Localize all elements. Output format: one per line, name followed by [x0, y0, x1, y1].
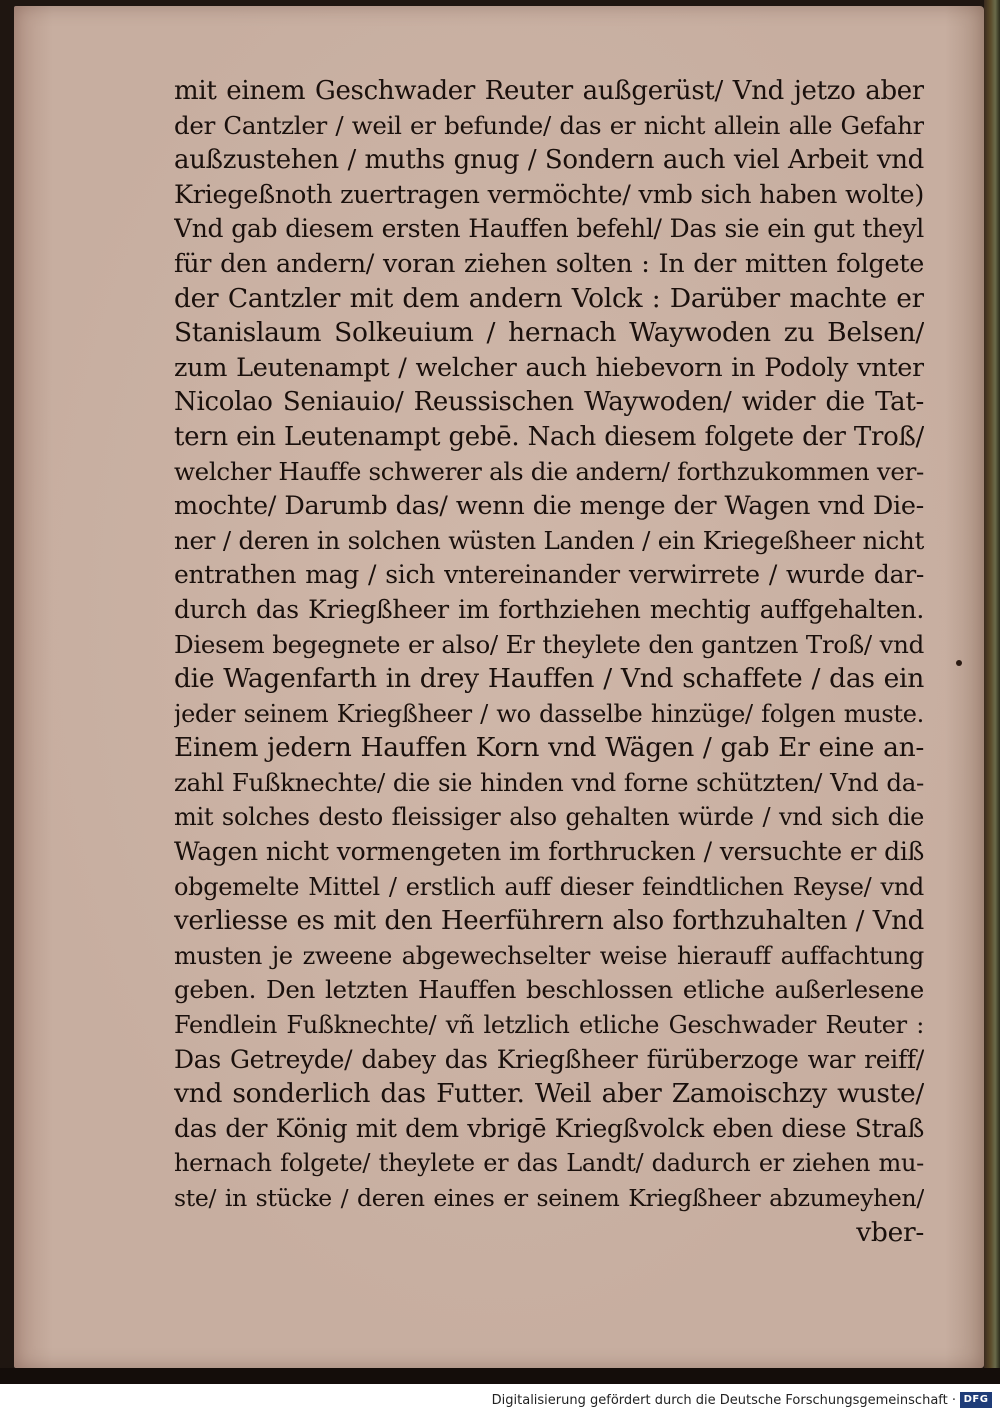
- catchword: vber-: [856, 1216, 924, 1248]
- text-line: musten je zweene abgewechselter weise hierauff auffachtung: [174, 941, 924, 970]
- text-line: welcher Hauffe schwerer als die andern/ forthzukommen ver-: [174, 456, 924, 486]
- text-line: das der König mit dem vbrigē Kriegßvolck eben diese Straß: [174, 1113, 924, 1143]
- text-line: geben. Den letzten Hauffen beschlossen etliche außerlesene: [174, 975, 924, 1005]
- ink-speck: [956, 660, 962, 666]
- text-line: durch das Kriegßheer im forthziehen mechtig auffgehalten.: [174, 594, 924, 624]
- text-line: jeder seinem Kriegßheer / wo dasselbe hinzüge/ folgen muste.: [174, 699, 924, 728]
- text-line: außzustehen / muths gnug / Sondern auch viel Arbeit vnd: [174, 145, 924, 176]
- book-cover-edge: [984, 0, 1000, 1385]
- text-line: mochte/ Darumb das/ wenn die menge der Wagen vnd Die-: [174, 491, 924, 522]
- text-line: Diesem begegnete er also/ Er theylete den gantzen Troß/ vnd: [174, 629, 924, 659]
- digitization-footer: [0, 1384, 1000, 1414]
- paper-page: [14, 6, 984, 1368]
- dfg-logo: DFG: [960, 1392, 992, 1408]
- text-line: Einem jedern Hauffen Korn vnd Wägen / gab Er eine an-: [174, 732, 924, 764]
- text-line: mit einem Geschwader Reuter außgerüst/ Vnd jetzo aber: [174, 76, 924, 106]
- book-cover-bottom-edge: [0, 1368, 1000, 1384]
- text-line: mit solches desto fleissiger also gehalten würde / vnd sich die: [174, 803, 924, 832]
- text-line: der Cantzler / weil er befunde/ das er nicht allein alle Gefahr: [174, 110, 924, 140]
- text-line: Vnd gab diesem ersten Hauffen befehl/ Das sie ein gut theyl: [174, 214, 924, 244]
- text-line: entrathen mag / sich vntereinander verwirrete / wurde dar-: [174, 560, 924, 590]
- text-line: vnd sonderlich das Futter. Weil aber Zamoischzy wuste/: [174, 1078, 924, 1110]
- text-line: ste/ in stücke / deren eines er seinem Kriegßheer abzumeyhen/: [174, 1184, 924, 1212]
- fraktur-text-block: [174, 74, 924, 1250]
- text-line: zahl Fußknechte/ die sie hinden vnd forne schützten/ Vnd da-: [174, 767, 924, 797]
- text-line: zum Leutenampt / welcher auch hiebevorn in Podoly vnter: [174, 352, 924, 383]
- text-line: die Wagenfarth in drey Hauffen / Vnd schaffete / das ein: [174, 663, 924, 695]
- funding-credit: Digitalisierung gefördert durch die Deutsche Forschungsgemeinschaft ·: [491, 1393, 956, 1408]
- text-line: für den andern/ voran ziehen solten : In der mitten folgete: [174, 248, 924, 279]
- text-line: der Cantzler mit dem andern Volck : Darüber machte er: [174, 282, 924, 314]
- text-line: hernach folgete/ theylete er das Landt/ dadurch er ziehen mu-: [174, 1149, 924, 1178]
- text-line: Fendlein Fußknechte/ vñ letzlich etliche Geschwader Reuter :: [174, 1011, 924, 1040]
- text-line: verliesse es mit den Heerführern also forthzuhalten / Vnd: [174, 906, 924, 937]
- text-line: ner / deren in solchen wüsten Landen / ein Kriegeßheer nicht: [174, 525, 924, 555]
- text-line: Das Getreyde/ dabey das Kriegßheer fürüberzoge war reiff/: [174, 1044, 924, 1074]
- text-line: Wagen nicht vormengeten im forthrucken / versuchte er diß: [174, 837, 924, 867]
- text-line: obgemelte Mittel / erstlich auff dieser feindtlichen Reyse/ vnd: [174, 872, 924, 901]
- text-line: Stanislaum Solkeuium / hernach Waywoden zu Belsen/: [174, 317, 924, 349]
- text-line: tern ein Leutenampt gebē. Nach diesem folgete der Troß/: [174, 421, 924, 452]
- text-line: Kriegeßnoth zuertragen vermöchte/ vmb sich haben wolte): [174, 179, 924, 210]
- text-line: Nicolao Seniauio/ Reussischen Waywoden/ wider die Tat-: [174, 387, 924, 418]
